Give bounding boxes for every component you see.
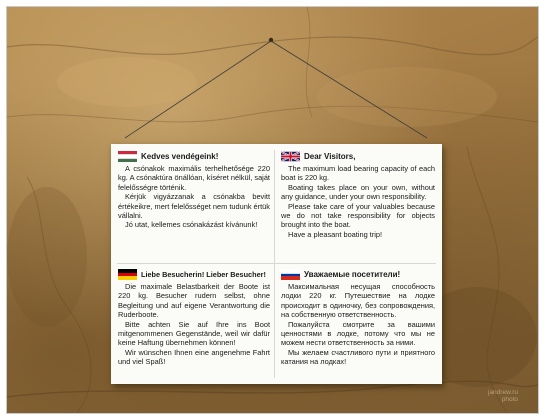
german-title: Liebe Besucherin! Lieber Besucher! [141, 269, 266, 279]
english-line-3: Please take care of your valuables because we do not take responsibility for objects brought into the boat. [281, 201, 435, 230]
german-notice [118, 269, 270, 367]
hungarian-line-3: Jó utat, kellemes csónakázást kívánunk! [125, 220, 258, 230]
russian-line-1: Максимальная несущая способность лодки 220 кг. Путешествие на лодке происходит в одиночку, без сопровождения, на собственную ответственность. [281, 282, 435, 320]
german-line-2: Bitte achten Sie auf Ihre ins Boot mitgenommenen Gegenstände, weil wir dafür keine Haftung übernehmen können! [118, 319, 270, 348]
hungary-flag-icon [118, 151, 137, 162]
uk-flag-icon [281, 151, 300, 162]
photo-watermark [488, 389, 518, 403]
hungarian-notice [118, 151, 270, 230]
germany-flag-icon [118, 269, 137, 280]
watermark-line-1: jandrew.ru [488, 389, 518, 396]
sign-vertical-divider [274, 150, 275, 378]
english-line-2: Boating takes place on your own, without any guidance, under your own responsibility. [281, 182, 435, 202]
english-line-1: The maximum load bearing capacity of each boat is 220 kg. [281, 164, 435, 183]
russian-line-3: Мы желаем счастливого пути и приятного катания на лодках! [281, 347, 435, 367]
russian-title: Уважаемые посетители! [304, 269, 401, 279]
hungarian-line-2: Kérjük vigyázzanak a csónakba bevitt értékeikre, mert felelősséget nem tudunk értük vállalni. [118, 192, 270, 221]
german-line-1: Die maximale Belastbarkeit der Boote ist 220 kg. Besucher rudern selbst, ohne Begleitung und auf eigene Verantwortung die Ruderboote. [118, 282, 270, 320]
hungarian-title: Kedves vendégeink! [141, 151, 219, 161]
sign-horizontal-divider [117, 263, 436, 264]
german-line-3: Wir wünschen Ihnen eine angenehme Fahrt und viel Spaß! [118, 347, 270, 367]
watermark-line-2: photo [501, 396, 518, 403]
hungarian-line-1: A csónakok maximális terhelhetősége 220 kg. A csónaktúra önállóan, kíséret nélkül, saját felelősségre történik. [118, 164, 270, 192]
russia-flag-icon [281, 269, 300, 280]
photo-frame [6, 6, 539, 414]
russian-notice [281, 269, 435, 367]
english-notice [281, 151, 435, 239]
russian-line-2: Пожалуйста смотрите за вашими ценностями в лодке, потому что мы не можем нести ответственность за ними. [281, 319, 435, 348]
boating-notice-sign [111, 144, 442, 384]
english-title: Dear Visitors, [304, 151, 356, 161]
english-line-4: Have a pleasant boating trip! [288, 229, 383, 239]
